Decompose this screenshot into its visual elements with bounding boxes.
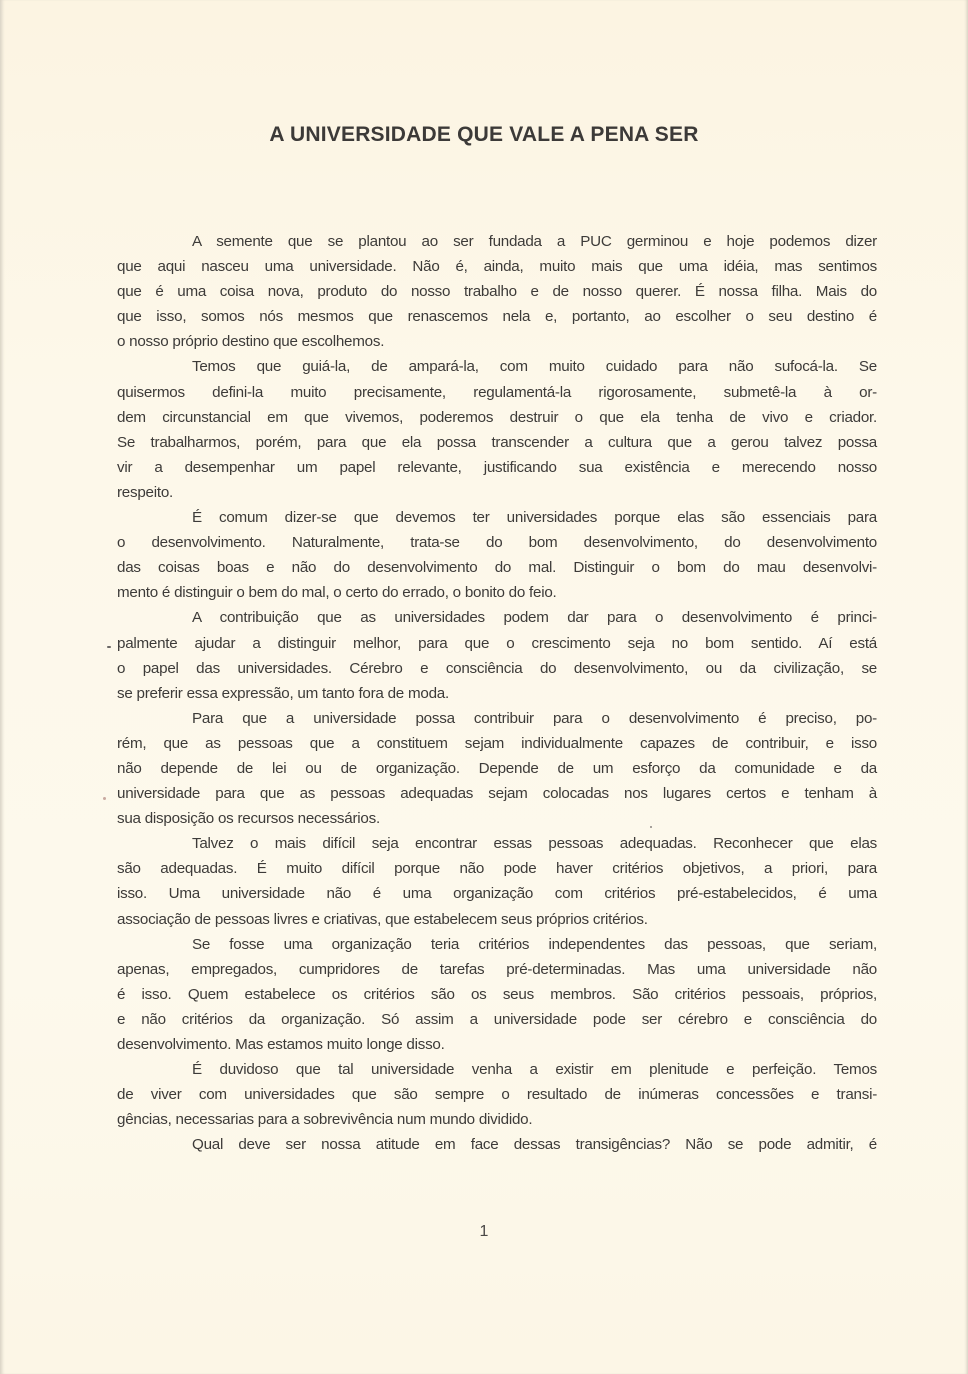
text-line: quisermos defini-la muito precisamente, regulamentá-la rigorosamente, submetê-la à or- <box>117 383 877 401</box>
text-line: de viver com universidades que são sempre o resultado de inúmeras concessões e transi- <box>117 1086 877 1104</box>
text-line: rém, que as pessoas que a constituem sejam individualmente capazes de contribuir, e isso <box>117 734 877 752</box>
paper-speck <box>103 797 106 800</box>
paragraph <box>117 505 877 605</box>
text-line: Para que a universidade possa contribuir para o desenvolvimento é preciso, po- <box>192 709 877 727</box>
text-line: se preferir essa expressão, um tanto fora de moda. <box>117 684 449 702</box>
text-line: Se trabalharmos, porém, para que ela possa transcender a cultura que a gerou talvez possa <box>117 433 877 451</box>
text-line: Se fosse uma organização teria critérios independentes das pessoas, que seriam, <box>192 935 877 953</box>
paragraph <box>117 932 877 1057</box>
text-line: que isso, somos nós mesmos que renascemos nela e, portanto, ao escolher o seu destino é <box>117 308 877 326</box>
document-title: A UNIVERSIDADE QUE VALE A PENA SER <box>269 123 699 146</box>
text-line: Talvez o mais difícil seja encontrar essas pessoas adequadas. Reconhecer que elas <box>192 835 877 853</box>
text-line: dem circunstancial em que vivemos, poderemos destruir o que ela tenha de vivo e criador. <box>117 408 877 426</box>
text-line: desenvolvimento. Mas estamos muito longe disso. <box>117 1036 445 1053</box>
paper-speck <box>650 826 652 828</box>
text-line: É duvidoso que tal universidade venha a existir em plenitude e perfeição. Temos <box>192 1061 877 1079</box>
text-line: sua disposição os recursos necessários. <box>117 810 380 828</box>
text-line: palmente ajudar a distinguir melhor, para que o crescimento seja no bom sentido. Aí está <box>117 634 877 652</box>
text-line: respeito. <box>117 483 174 501</box>
paragraph <box>117 706 877 831</box>
paragraph <box>117 229 877 354</box>
text-line: o papel das universidades. Cérebro e consciência do desenvolvimento, ou da civilização, se <box>117 659 877 677</box>
text-line: universidade para que as pessoas adequadas sejam colocadas nos lugares certos e tenham à <box>117 785 877 803</box>
text-line: que aqui nasceu uma universidade. Não é, ainda, muito mais que uma idéia, mas sentimos <box>117 258 877 276</box>
text-line: apenas, empregados, cumpridores de tarefas pré-determinadas. Mas uma universidade não <box>117 960 877 978</box>
text-line: o desenvolvimento. Naturalmente, trata-se do bom desenvolvimento, do desenvolvimento <box>117 534 877 552</box>
text-line: e não critérios da organização. Só assim a universidade pode ser cérebro e consciência do <box>117 1010 877 1028</box>
text-line: Temos que guiá-la, de ampará-la, com muito cuidado para não sufocá-la. Se <box>192 358 877 376</box>
text-line: não depende de lei ou de organização. Depende de um esforço da comunidade e da <box>117 759 877 777</box>
paragraph <box>117 831 877 931</box>
text-line: das coisas boas e não do desenvolvimento do mal. Distinguir o bom do mau desenvolvi- <box>117 559 877 577</box>
text-line: é isso. Quem estabelece os critérios são os seus membros. São critérios pessoais, próprios, <box>117 985 877 1003</box>
text-line: Qual deve ser nossa atitude em face dessas transigências? Não se pode admitir, é <box>192 1136 877 1154</box>
text-line: A semente que se plantou ao ser fundada a PUC germinou e hoje podemos dizer <box>192 233 877 250</box>
text-line: o nosso próprio destino que escolhemos. <box>117 333 385 351</box>
text-line: são adequadas. É muito difícil porque não pode haver critérios objetivos, a priori, para <box>117 860 877 878</box>
text-line: A contribuição que as universidades podem dar para o desenvolvimento é princi- <box>192 609 877 627</box>
paper-speck <box>107 646 111 648</box>
paragraph <box>117 605 877 705</box>
page-number: 1 <box>479 1223 489 1240</box>
text-line: vir a desempenhar um papel relevante, justificando sua existência e merecendo nosso <box>117 458 877 476</box>
text-line: isso. Uma universidade não é uma organização com critérios pré-estabelecidos, é uma <box>117 885 877 903</box>
paragraph <box>117 354 877 505</box>
text-line: É comum dizer-se que devemos ter universidades porque elas são essenciais para <box>192 509 877 527</box>
text-line: associação de pessoas livres e criativas, que estabelecem seus próprios critérios. <box>117 910 648 928</box>
text-line: mento é distinguir o bem do mal, o certo do errado, o bonito do feio. <box>117 584 557 602</box>
document-body <box>117 229 877 1157</box>
paragraph <box>117 1132 877 1157</box>
text-line: gências, necessarias para a sobrevivência num mundo dividido. <box>117 1111 533 1129</box>
text-line: que é uma coisa nova, produto do nosso trabalho e de nosso querer. É nossa filha. Mais do <box>117 283 877 301</box>
paragraph <box>117 1057 877 1132</box>
